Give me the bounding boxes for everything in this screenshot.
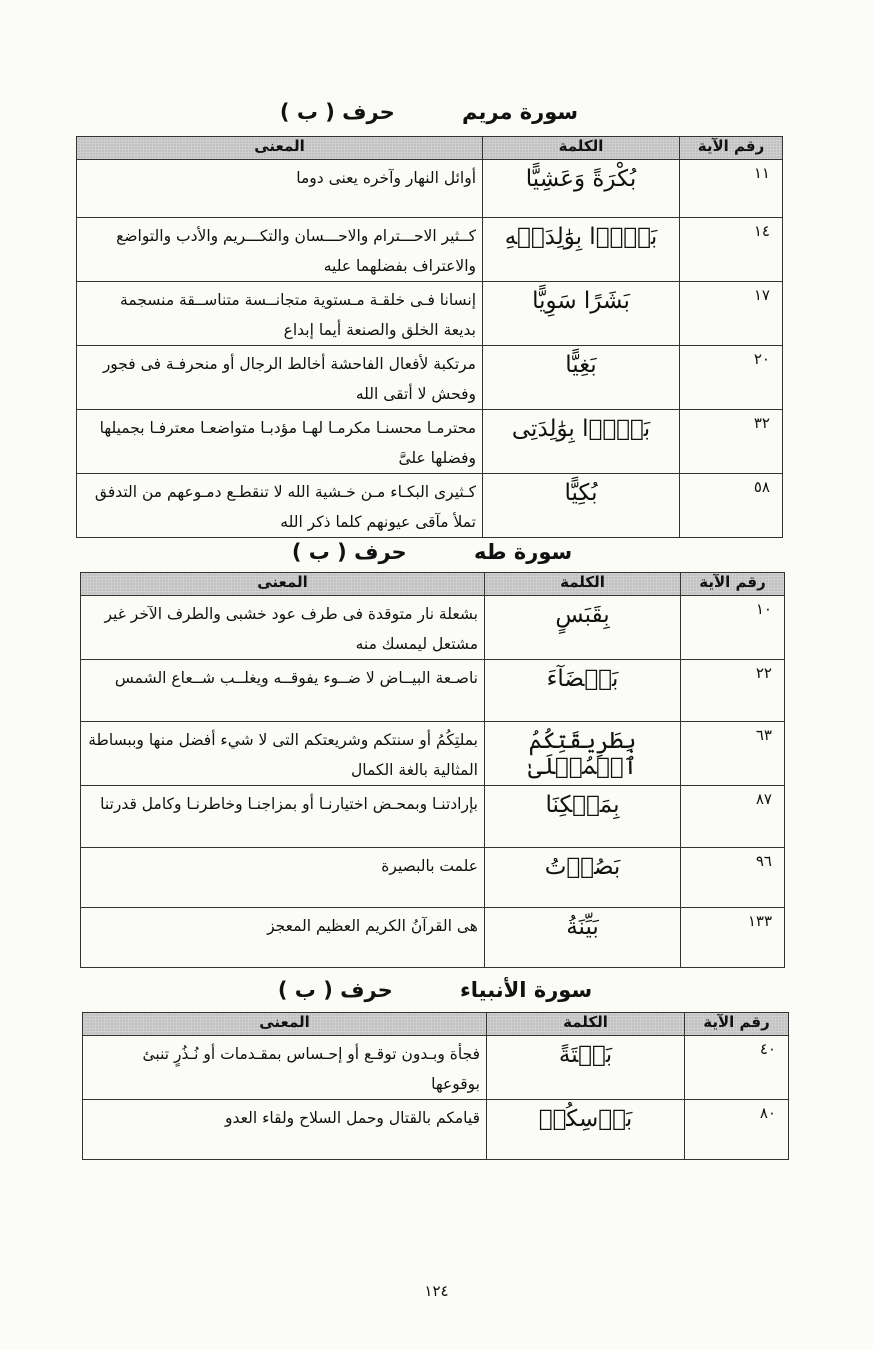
words-table xyxy=(76,136,783,538)
quran-word: بُكِيًّا xyxy=(483,474,680,538)
letter-label: حرف ( ب ) xyxy=(291,540,407,564)
verse-number: ١٠ xyxy=(681,596,785,660)
header-num: رقم الآية xyxy=(680,137,783,160)
header-num: رقم الآية xyxy=(681,573,785,596)
surah-name: سورة طه xyxy=(474,540,573,564)
quran-word: بَأۡسِكُمۡ xyxy=(487,1100,685,1160)
table-row xyxy=(77,346,783,410)
table-header-row xyxy=(83,1013,789,1036)
quran-word: بِطَرِيقَتِكُمُ ٱلۡمُثۡلَىٰ xyxy=(485,722,681,786)
word-meaning: بشعلة نار متوقدة فى طرف عود خشبى والطرف الآخر غير مشتعل ليمسك منه xyxy=(81,596,485,660)
verse-number: ٨٧ xyxy=(681,786,785,848)
letter-label: حرف ( ب ) xyxy=(279,100,395,124)
table-row xyxy=(77,474,783,538)
verse-number: ١٣٣ xyxy=(681,908,785,968)
word-meaning: هى القرآنُ الكريم العظيم المعجز xyxy=(81,908,485,968)
table-row xyxy=(77,282,783,346)
quran-word: بَشَرًا سَوِيًّا xyxy=(483,282,680,346)
verse-number: ٢٢ xyxy=(681,660,785,722)
header-meaning: المعنى xyxy=(77,137,483,160)
quran-word: بَصُرۡتُ xyxy=(485,848,681,908)
table-row xyxy=(77,160,783,218)
table-row xyxy=(81,722,785,786)
word-meaning: قيامكم بالقتال وحمل السلاح ولقاء العدو xyxy=(83,1100,487,1160)
header-word: الكلمة xyxy=(483,137,680,160)
table-row xyxy=(81,848,785,908)
word-meaning: علمت بالبصيرة xyxy=(81,848,485,908)
word-meaning: إنسانا فـى خلقـة مـستوية متجانــسة متناســقة منسجمة بديعة الخلق والصنعة أيما إبداع xyxy=(77,282,483,346)
verse-number: ٥٨ xyxy=(680,474,783,538)
section-anbiya xyxy=(82,978,788,1170)
header-num: رقم الآية xyxy=(685,1013,789,1036)
word-meaning: كــثير الاحـــترام والاحـــسان والتكـــريم والأدب والتواضع والاعتراف بفضلهما عليه xyxy=(77,218,483,282)
quran-word: بَغِيًّا xyxy=(483,346,680,410)
quran-word: بَرًّۢا بِوَٰلِدَيۡهِ xyxy=(483,218,680,282)
quran-word: بِمَلۡكِنَا xyxy=(485,786,681,848)
table-header-row xyxy=(77,137,783,160)
quran-word: بَرًّۢا بِوَٰلِدَتِى xyxy=(483,410,680,474)
header-meaning: المعنى xyxy=(81,573,485,596)
section-taha xyxy=(80,540,784,976)
header-meaning: المعنى xyxy=(83,1013,487,1036)
section-title xyxy=(76,100,782,136)
verse-number: ١٧ xyxy=(680,282,783,346)
table-row xyxy=(83,1100,789,1160)
verse-number: ١٤ xyxy=(680,218,783,282)
verse-number: ١١ xyxy=(680,160,783,218)
table-row xyxy=(81,786,785,848)
header-word: الكلمة xyxy=(485,573,681,596)
table-row xyxy=(77,410,783,474)
page-number: ١٢٤ xyxy=(424,1282,449,1300)
word-meaning: مرتكبة لأفعال الفاحشة أخالط الرجال أو منحرفـة فى فجور وفحش لا أتقى الله xyxy=(77,346,483,410)
words-table xyxy=(80,572,785,968)
table-row xyxy=(81,908,785,968)
section-maryam xyxy=(76,100,782,540)
table-row xyxy=(81,596,785,660)
surah-name: سورة الأنبياء xyxy=(460,978,593,1002)
quran-word: بِقَبَسٍ xyxy=(485,596,681,660)
header-word: الكلمة xyxy=(487,1013,685,1036)
word-meaning: بإرادتنـا وبمحـض اختيارنـا أو بمزاجنـا وخاطرنـا وكامل قدرتنا xyxy=(81,786,485,848)
quran-word: بَيۡضَآءَ xyxy=(485,660,681,722)
verse-number: ٢٠ xyxy=(680,346,783,410)
verse-number: ٦٣ xyxy=(681,722,785,786)
word-meaning: فجأة وبـدون توقـع أو إحـساس بمقـدمات أو نُـذُرٍ تنبئ بوقوعها xyxy=(83,1036,487,1100)
words-table xyxy=(82,1012,789,1160)
word-meaning: محترمـا محسنـا مكرمـا لهـا مؤدبـا متواضعـا معترفـا بجميلها وفضلها علىَّ xyxy=(77,410,483,474)
word-meaning: أوائل النهار وآخره يعنى دوما xyxy=(77,160,483,218)
word-meaning: كـثيرى البكـاء مـن خـشية الله لا تنقطـع دمـوعهم من التدفق تملأ مآقى عيونهم كلما ذكر الله xyxy=(77,474,483,538)
table-header-row xyxy=(81,573,785,596)
table-row xyxy=(77,218,783,282)
section-title xyxy=(80,540,784,576)
word-meaning: ناصـعة البيــاض لا ضــوء يفوقــه ويغلــب شــعاع الشمس xyxy=(81,660,485,722)
verse-number: ٨٠ xyxy=(685,1100,789,1160)
surah-name: سورة مريم xyxy=(462,100,579,124)
table-row xyxy=(83,1036,789,1100)
quran-word: بَيِّنَةُ xyxy=(485,908,681,968)
verse-number: ٤٠ xyxy=(685,1036,789,1100)
section-title xyxy=(82,978,788,1014)
quran-word: بَغۡتَةً xyxy=(487,1036,685,1100)
table-row xyxy=(81,660,785,722)
verse-number: ٣٢ xyxy=(680,410,783,474)
verse-number: ٩٦ xyxy=(681,848,785,908)
quran-word: بُكْرَةً وَعَشِيًّا xyxy=(483,160,680,218)
word-meaning: بملتِكُمُ أو سنتكم وشريعتكم التى لا شيء أفضل منها وببساطة المثالية بالغة الكمال xyxy=(81,722,485,786)
letter-label: حرف ( ب ) xyxy=(277,978,393,1002)
